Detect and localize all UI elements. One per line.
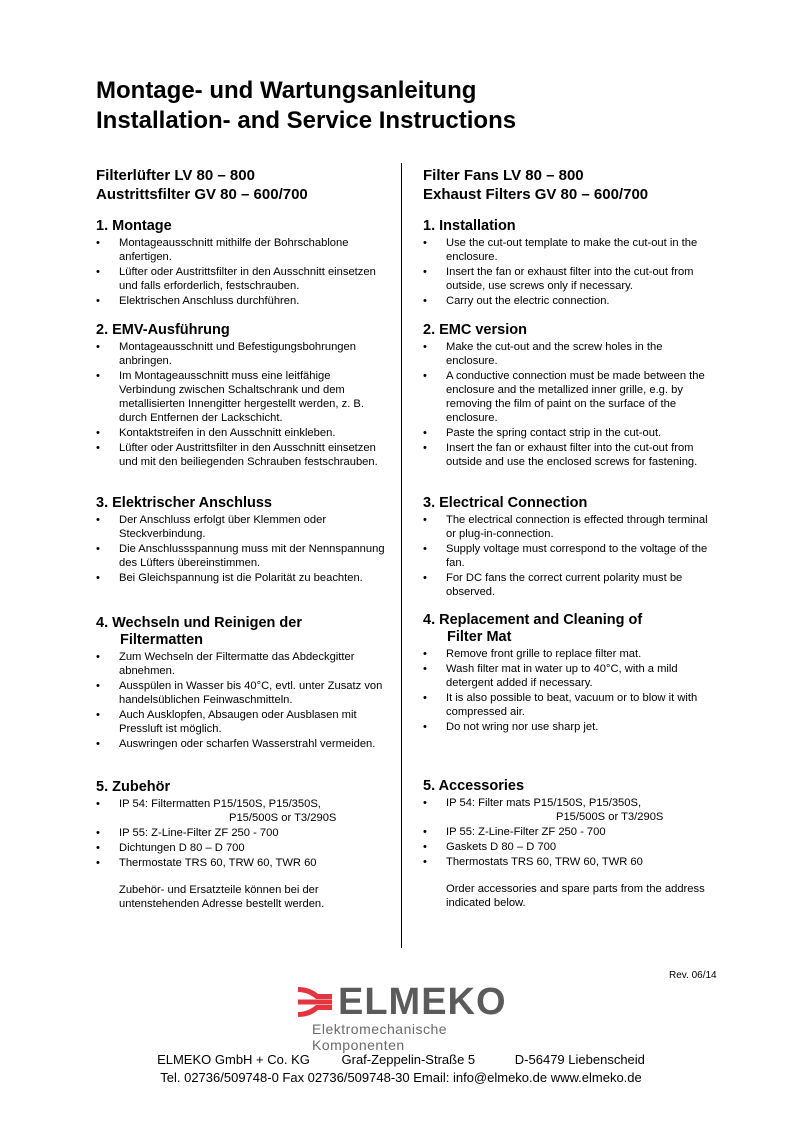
list-item: • Auswringen oder scharfen Wasserstrahl vermeiden.	[96, 737, 386, 751]
list-item: • The electrical connection is effected through terminal or plug-in-connection.	[423, 513, 713, 541]
list-item: • Im Montageausschnitt muss eine leitfähige Verbindung zwischen Schaltschrank und dem metallisierten Innengitter hergestellt werden, z. B. durch Entfernen der Lackschicht.	[96, 369, 386, 425]
list-item: • Zum Wechseln der Filtermatte das Abdeckgitter abnehmen.	[96, 650, 386, 678]
section-heading	[423, 612, 713, 646]
list-item: • Do not wring nor use sharp jet.	[423, 720, 713, 734]
section-heading: 2. EMV-Ausführung	[96, 322, 230, 338]
list-item: • Insert the fan or exhaust filter into the cut-out from outside and use the enclosed screws for fastening.	[423, 441, 713, 469]
list-item: • Kontaktstreifen in den Ausschnitt einkleben.	[96, 426, 386, 440]
right-section-1	[423, 218, 713, 309]
list-item	[423, 796, 713, 824]
title-en: Installation- and Service Instructions	[96, 107, 517, 134]
footer-street: Graf-Zeppelin-Straße 5	[341, 1052, 476, 1067]
list-item: • Paste the spring contact strip in the cut-out.	[423, 426, 713, 440]
list-item: • A conductive connection must be made between the enclosure and the metallized inner grille, e.g. by removing the film of paint on the surface of the enclosure.	[423, 369, 713, 425]
list-item-line2: P15/500S or T3/290S	[229, 812, 337, 824]
right-section-2	[423, 322, 713, 470]
left-section-2	[96, 322, 386, 470]
column-divider	[401, 163, 402, 948]
section-heading: 1. Montage	[96, 218, 172, 234]
list-item: • Insert the fan or exhaust filter into the cut-out from outside, use screws only if necessary.	[423, 265, 713, 293]
list-item: • Ausspülen in Wasser bis 40°C, evtl. unter Zusatz von handelsüblichen Feinwaschmitteln.	[96, 679, 386, 707]
list-item: • Montageausschnitt mithilfe der Bohrschablone anfertigen.	[96, 236, 386, 264]
section-heading-line1: 4. Wechseln und Reinigen der	[96, 615, 302, 631]
list-item: • Die Anschlussspannung muss mit der Nennspannung des Lüfters übereinstimmen.	[96, 542, 386, 570]
list-item: • Der Anschluss erfolgt über Klemmen oder Steckverbindung.	[96, 513, 386, 541]
logo-tagline: Elektromechanische Komponenten	[312, 1021, 448, 1053]
page-title	[96, 76, 516, 136]
revision-label: Rev. 06/14	[669, 970, 717, 981]
section-heading-line1: 4. Replacement and Cleaning of	[423, 612, 643, 628]
list-item	[96, 797, 386, 825]
left-section-5	[96, 779, 386, 911]
list-item: • Lüfter oder Austrittsfilter in den Ausschnitt einsetzen und mit den beiliegenden Schrauben festschrauben.	[96, 441, 386, 469]
right-section-4	[423, 612, 713, 735]
section-heading: 1. Installation	[423, 218, 516, 234]
right-subtitle	[423, 166, 648, 204]
section-heading-line2: Filtermatten	[120, 632, 203, 648]
list-item: • For DC fans the correct current polarity must be observed.	[423, 571, 713, 599]
logo-wordmark: ELMEKO	[338, 981, 507, 1023]
accessories-note: Order accessories and spare parts from the address indicated below.	[446, 883, 705, 909]
list-item: • IP 55: Z-Line-Filter ZF 250 - 700	[423, 825, 713, 839]
list-item: • Remove front grille to replace filter mat.	[423, 647, 713, 661]
section-heading: 5. Zubehör	[96, 779, 171, 795]
left-section-3	[96, 495, 386, 586]
section-heading	[96, 615, 386, 649]
list-item-line1: IP 54: Filtermatten P15/150S, P15/350S,	[119, 798, 321, 810]
logo-mark-icon	[296, 985, 334, 1019]
list-item: • Carry out the electric connection.	[423, 294, 713, 308]
accessories-note: Zubehör- und Ersatzteile können bei der untenstehenden Adresse bestellt werden.	[119, 884, 325, 910]
section-heading-line2: Filter Mat	[447, 629, 512, 645]
list-item: • Supply voltage must correspond to the voltage of the fan.	[423, 542, 713, 570]
right-section-5	[423, 778, 713, 910]
footer-contact: Tel. 02736/509748-0 Fax 02736/509748-30 Email: info@elmeko.de www.elmeko.de	[160, 1070, 642, 1085]
list-item-line1: IP 54: Filter mats P15/150S, P15/350S,	[446, 797, 642, 809]
right-subtitle-2: Exhaust Filters GV 80 – 600/700	[423, 186, 649, 203]
footer-company: ELMEKO GmbH + Co. KG	[157, 1052, 310, 1067]
left-subtitle-1: Filterlüfter LV 80 – 800	[96, 167, 255, 184]
elmeko-logo	[296, 981, 536, 1053]
list-item: • Make the cut-out and the screw holes in the enclosure.	[423, 340, 713, 368]
left-section-1	[96, 218, 386, 309]
list-item: • Auch Ausklopfen, Absaugen oder Ausblasen mit Pressluft ist möglich.	[96, 708, 386, 736]
list-item: • Use the cut-out template to make the cut-out in the enclosure.	[423, 236, 713, 264]
list-item: • Montageausschnitt und Befestigungsbohrungen anbringen.	[96, 340, 386, 368]
section-heading: 3. Elektrischer Anschluss	[96, 495, 272, 511]
footer-city: D-56479 Liebenscheid	[514, 1052, 645, 1067]
left-subtitle-2: Austrittsfilter GV 80 – 600/700	[96, 186, 308, 203]
list-item: • Thermostats TRS 60, TRW 60, TWR 60	[423, 855, 713, 869]
footer-address	[0, 1052, 802, 1067]
list-item: • IP 55: Z-Line-Filter ZF 250 - 700	[96, 826, 386, 840]
list-item: • Lüfter oder Austrittsfilter in den Ausschnitt einsetzen und falls erforderlich, festschrauben.	[96, 265, 386, 293]
section-heading: 5. Accessories	[423, 778, 525, 794]
section-heading: 3. Electrical Connection	[423, 495, 588, 511]
list-item: • Thermostate TRS 60, TRW 60, TWR 60	[96, 856, 386, 870]
left-subtitle	[96, 166, 308, 204]
title-de: Montage- und Wartungsanleitung	[96, 77, 477, 104]
list-item: • Dichtungen D 80 – D 700	[96, 841, 386, 855]
right-section-3	[423, 495, 713, 600]
left-section-4	[96, 615, 386, 752]
list-item: • Wash filter mat in water up to 40°C, with a mild detergent added if necessary.	[423, 662, 713, 690]
list-item: • It is also possible to beat, vacuum or to blow it with compressed air.	[423, 691, 713, 719]
list-item: • Gaskets D 80 – D 700	[423, 840, 713, 854]
list-item: • Bei Gleichspannung ist die Polarität zu beachten.	[96, 571, 386, 585]
list-item: • Elektrischen Anschluss durchführen.	[96, 294, 386, 308]
list-item-line2: P15/500S or T3/290S	[556, 811, 664, 823]
right-subtitle-1: Filter Fans LV 80 – 800	[423, 167, 584, 184]
section-heading: 2. EMC version	[423, 322, 527, 338]
